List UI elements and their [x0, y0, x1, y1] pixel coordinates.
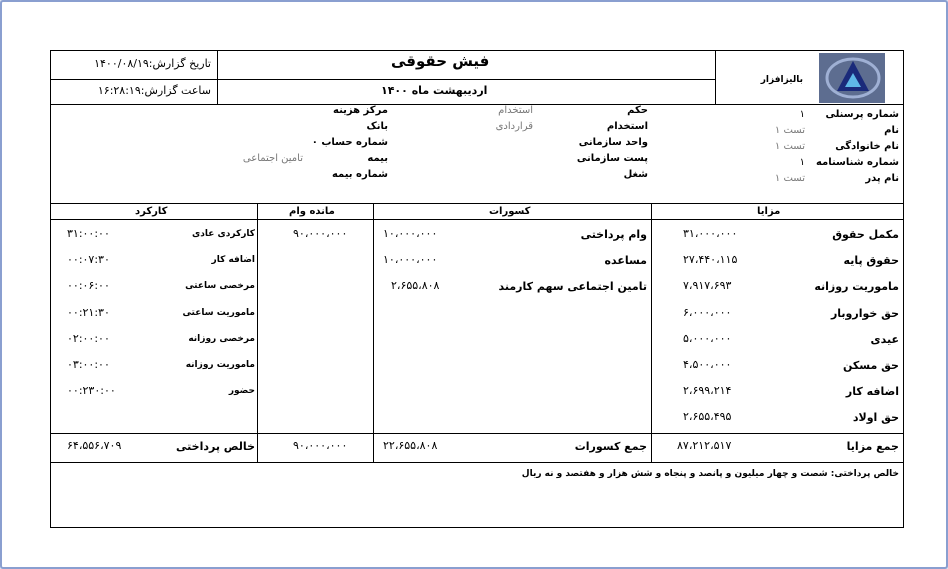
benefit-label: ماموریت روزانه — [814, 280, 899, 293]
benefit-amount: ۷،۹۱۷،۶۹۳ — [683, 279, 732, 292]
personnel-no-label: شماره پرسنلی — [825, 109, 899, 120]
benefit-label: حق اولاد — [852, 411, 899, 424]
employment-label: استخدام — [606, 121, 648, 132]
work-value: ۰۰:۲۱:۳۰ — [67, 306, 110, 319]
org-post-label: پست سازمانی — [576, 153, 648, 164]
first-name-label: نام — [884, 125, 899, 136]
work-header: کارکرد — [135, 206, 168, 217]
payslip — [50, 50, 904, 528]
cost-center-label: مرکز هزینه — [333, 105, 388, 116]
work-label: حضور — [228, 386, 255, 396]
last-name-label: نام خانوادگی — [835, 141, 899, 152]
benefit-amount: ۲،۶۹۹،۲۱۴ — [683, 384, 732, 397]
work-label: ماموریت ساعتی — [182, 308, 255, 318]
father-name-value: تست ۱ — [774, 173, 805, 184]
total-benefits-label: جمع مزایا — [846, 440, 899, 453]
deductions-header: کسورات — [489, 206, 531, 217]
deduction-amount: ۱۰،۰۰۰،۰۰۰ — [383, 227, 438, 240]
work-value: ۰۲:۰۰:۰۰ — [67, 332, 110, 345]
work-label: کارکردی عادی — [191, 229, 255, 239]
benefit-label: حق خواروبار — [830, 307, 899, 320]
net-pay-in-words: خالص پرداختی: شصت و چهار میلیون و پانصد و پنجاه و شش هزار و هفتصد و نه ریال — [521, 469, 899, 479]
benefit-label: مکمل حقوق — [832, 228, 899, 241]
total-loan-value: ۹۰،۰۰۰،۰۰۰ — [293, 439, 348, 452]
benefit-label: حقوق پایه — [843, 254, 899, 267]
benefit-label: عیدی — [870, 333, 899, 346]
work-value: ۰۰:۰۶:۰۰ — [67, 279, 110, 292]
decree-value: استخدام — [498, 105, 533, 116]
benefit-amount: ۳۱،۰۰۰،۰۰۰ — [683, 227, 738, 240]
benefit-label: حق مسکن — [843, 359, 899, 372]
work-label: مرخصی روزانه — [188, 334, 255, 344]
org-unit-label: واحد سازمانی — [578, 137, 648, 148]
work-value: ۰۰:۰۷:۳۰ — [67, 253, 110, 266]
work-value: ۳۱:۰۰:۰۰ — [67, 227, 110, 240]
net-pay-label: خالص پرداختی — [176, 440, 255, 453]
id-no-label: شماره شناسنامه — [815, 157, 899, 168]
benefit-amount: ۶،۰۰۰،۰۰۰ — [683, 306, 732, 319]
benefit-label: اضافه کار — [845, 385, 899, 398]
company-logo — [819, 53, 885, 103]
work-label: ماموریت روزانه — [185, 360, 255, 370]
benefit-amount: ۲۷،۴۴۰،۱۱۵ — [683, 253, 738, 266]
benefit-amount: ۲،۶۵۵،۴۹۵ — [683, 410, 732, 423]
insurance-no-label: شماره بیمه — [331, 169, 388, 180]
work-label: مرخصی ساعتی — [185, 281, 255, 291]
net-pay-value: ۶۴،۵۵۶،۷۰۹ — [67, 439, 122, 452]
report-date: تاریخ گزارش:۱۴۰۰/۰۸/۱۹ — [94, 57, 211, 70]
logo-icon — [819, 53, 885, 103]
first-name-value: تست ۱ — [774, 125, 805, 136]
company-name: بالیزافزار — [760, 75, 803, 85]
decree-label: حکم — [627, 105, 648, 116]
bank-label: بانک — [366, 121, 388, 132]
employment-value: قراردادی — [495, 121, 533, 132]
insurance-label: بیمه — [367, 153, 388, 164]
work-label: اضافه کار — [211, 255, 255, 265]
id-no-value: ۱ — [799, 157, 805, 168]
total-benefits-value: ۸۷،۲۱۲،۵۱۷ — [677, 439, 732, 452]
report-time: ساعت گزارش:۱۶:۲۸:۱۹ — [97, 84, 211, 97]
deduction-label: مساعده — [604, 254, 647, 267]
insurance-value: تامین اجتماعی — [242, 153, 303, 164]
job-label: شغل — [623, 169, 648, 180]
work-value: ۰۳:۰۰:۰۰ — [67, 358, 110, 371]
benefits-header: مزایا — [757, 206, 781, 217]
father-name-label: نام پدر — [865, 173, 899, 184]
loan-balance-header: مانده وام — [289, 206, 335, 217]
personnel-no-value: ۱ — [799, 109, 805, 120]
deduction-label: وام پرداختی — [580, 228, 647, 241]
deduction-amount: ۱۰،۰۰۰،۰۰۰ — [383, 253, 438, 266]
total-deductions-value: ۲۲،۶۵۵،۸۰۸ — [383, 439, 438, 452]
account-no-label: شماره حساب ۰ — [311, 137, 388, 148]
last-name-value: تست ۱ — [774, 141, 805, 152]
benefit-amount: ۴،۵۰۰،۰۰۰ — [683, 358, 732, 371]
deduction-label: تامین اجتماعی سهم کارمند — [498, 280, 647, 293]
work-value: ۰۰:۲۳۰:۰۰ — [67, 384, 116, 397]
loan-balance-amount: ۹۰،۰۰۰،۰۰۰ — [293, 227, 348, 240]
page-title: فیش حقوقی — [391, 52, 490, 70]
deduction-amount: ۲،۶۵۵،۸۰۸ — [391, 279, 440, 292]
benefit-amount: ۵،۰۰۰،۰۰۰ — [683, 332, 732, 345]
payroll-period: اردیبهشت ماه ۱۴۰۰ — [381, 84, 488, 97]
total-deductions-label: جمع کسورات — [574, 440, 647, 453]
